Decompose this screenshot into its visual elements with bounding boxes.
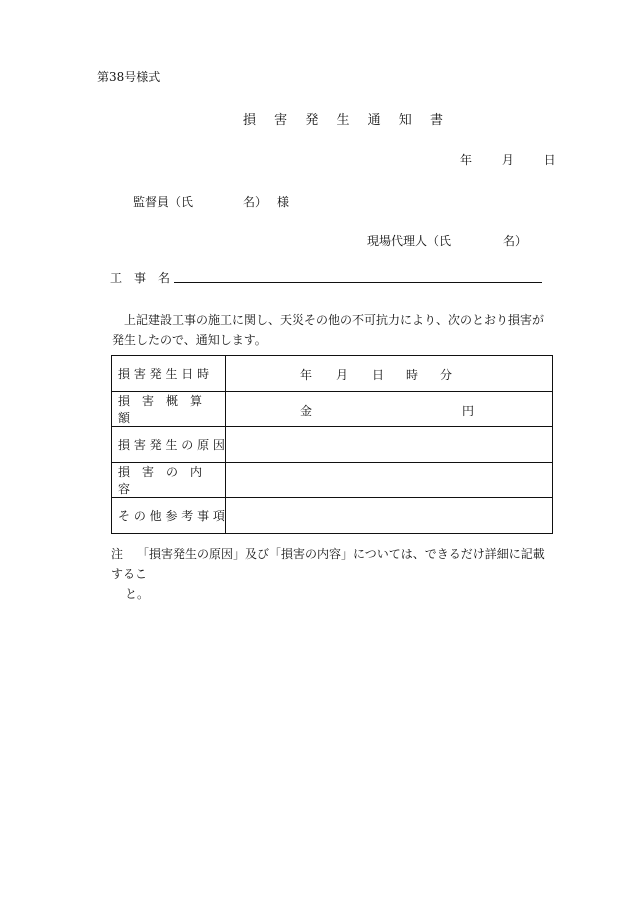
table-row: [112, 356, 553, 392]
note-text-line1: 「損害発生の原因」及び「損害の内容」については、できるだけ詳細に記載するこ: [111, 547, 545, 581]
unit-day: 日: [372, 368, 385, 382]
row-value-amount: [226, 391, 553, 427]
unit-hour: 時: [406, 368, 419, 382]
row-value-datetime: [226, 356, 553, 392]
title-char: 知: [398, 113, 412, 128]
document-title: [243, 109, 457, 128]
footnote: [111, 544, 553, 604]
note-mark: 注: [111, 547, 124, 561]
supervisor-prefix: 監督員（氏: [133, 195, 194, 209]
title-char: 通: [367, 113, 381, 128]
damage-details-table: [111, 355, 553, 534]
row-value-content[interactable]: [226, 462, 553, 498]
unit-year: 年: [300, 368, 313, 382]
date-day-label: 日: [543, 153, 556, 167]
date-month-label: 月: [501, 153, 514, 167]
unit-month: 月: [336, 368, 349, 382]
title-char: 発: [305, 113, 319, 128]
date-year-label: 年: [460, 153, 473, 167]
row-label-content: 損 害 の 内 容: [112, 462, 226, 498]
row-value-other[interactable]: [226, 498, 553, 534]
title-char: 害: [274, 113, 288, 128]
title-char: 損: [243, 113, 257, 128]
agent-prefix: 現場代理人（氏: [367, 234, 452, 248]
project-name-underline: [174, 282, 542, 283]
form-number: 第38号様式: [97, 70, 161, 84]
amount-prefix: 金: [300, 403, 313, 418]
supervisor-honorific: 様: [277, 195, 290, 209]
row-label-datetime: 損 害 発 生 日 時: [112, 356, 226, 392]
table-row: [112, 462, 553, 498]
supervisor-suffix: 名）: [243, 195, 268, 209]
row-value-cause[interactable]: [226, 427, 553, 463]
title-char: 書: [429, 113, 443, 128]
table-row: [112, 498, 553, 534]
project-name-label: 工 事 名: [110, 271, 171, 285]
title-char: 生: [336, 113, 350, 128]
supervisor-line: [133, 193, 289, 210]
table-row: [112, 391, 553, 427]
agent-suffix: 名）: [503, 234, 528, 248]
amount-suffix: 円: [462, 403, 475, 418]
row-label-amount: 損 害 概 算 額: [112, 391, 226, 427]
notice-text: 上記建設工事の施工に関し、天災その他の不可抗力により、次のとおり損害が発生したので、通知します。: [112, 313, 545, 347]
note-text-line2: と。: [125, 587, 150, 601]
date-line: [460, 151, 556, 168]
notice-paragraph: [112, 310, 554, 350]
row-label-other: そ の 他 参 考 事 項: [112, 498, 226, 534]
row-label-cause: 損 害 発 生 の 原 因: [112, 427, 226, 463]
table-row: [112, 427, 553, 463]
site-agent-line: [367, 232, 527, 249]
unit-minute: 分: [440, 368, 453, 382]
